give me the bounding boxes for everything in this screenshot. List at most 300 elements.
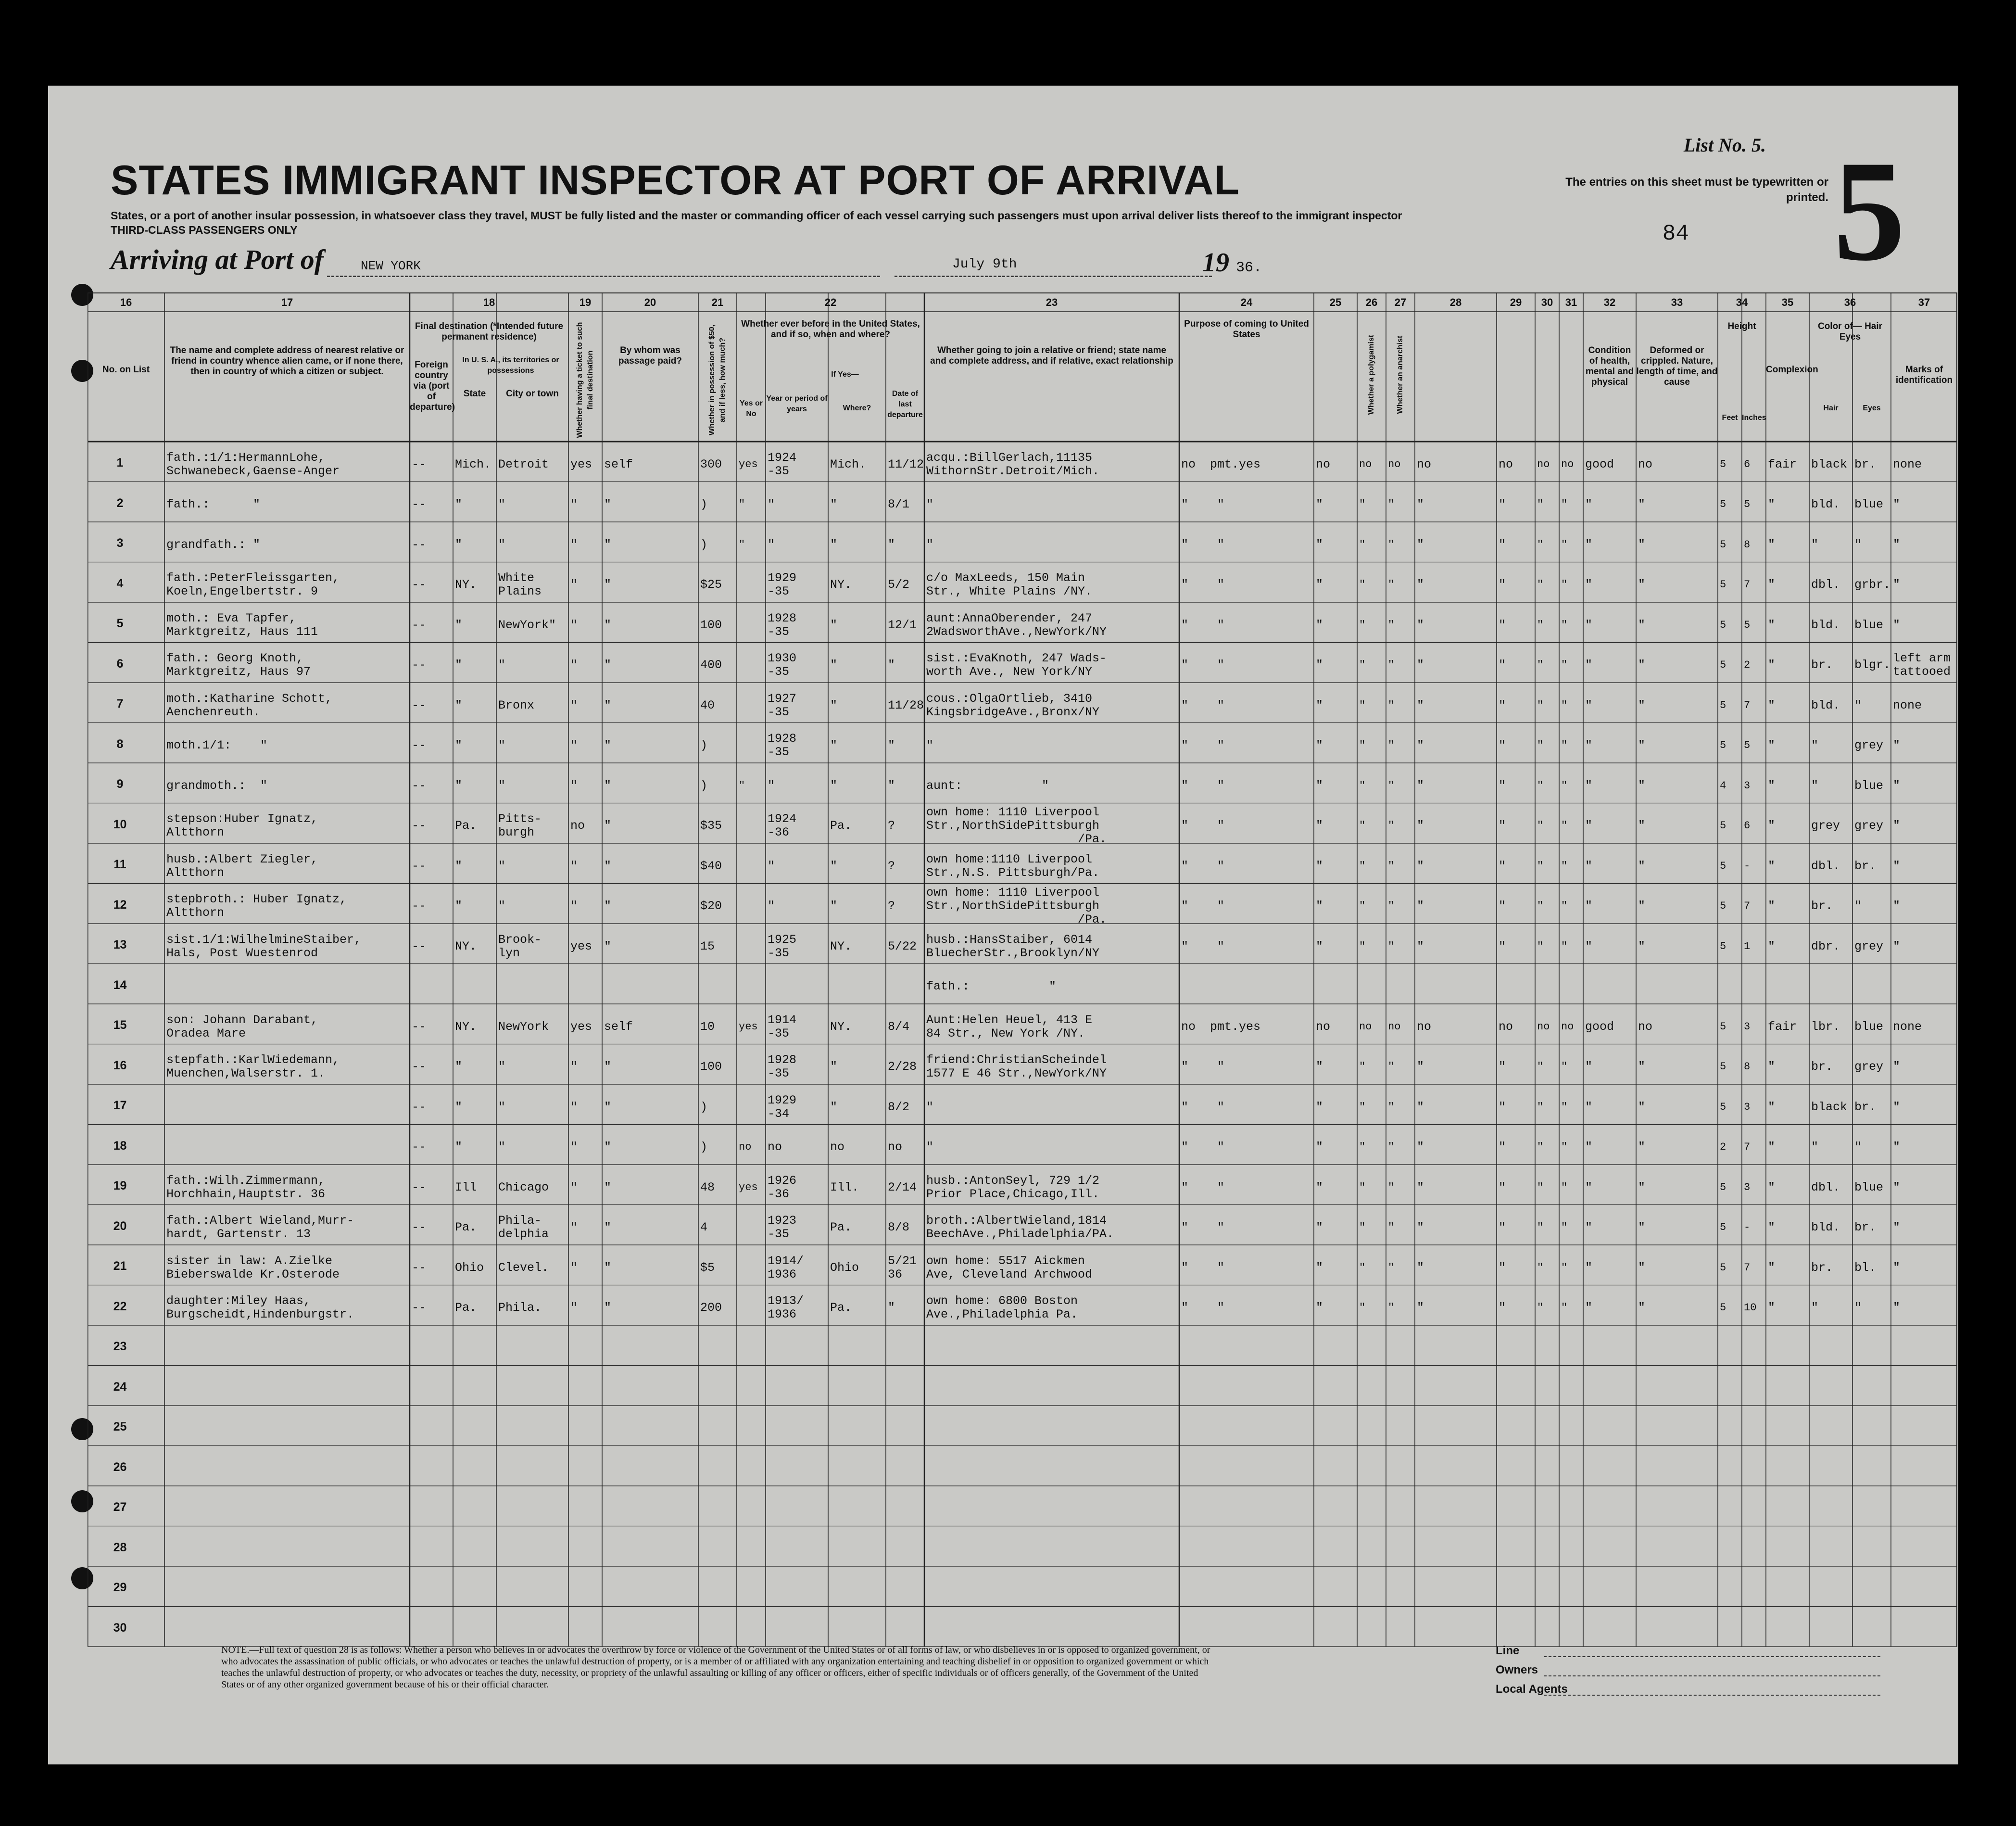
column-number: 23 <box>1046 296 1058 308</box>
row-number: 3 <box>116 536 124 550</box>
cell-via: -- <box>412 1220 427 1235</box>
cell-where: Ill. <box>830 1180 859 1194</box>
cell-ft: 5 <box>1720 1101 1726 1113</box>
cell-marks: none <box>1893 698 1922 712</box>
cell-city: Phila. <box>498 1301 542 1315</box>
cell-ft: 5 <box>1720 1020 1726 1033</box>
cell-ft: 4 <box>1720 779 1726 792</box>
cell-ft: 5 <box>1720 1061 1726 1073</box>
cell-hair: " <box>1811 778 1819 793</box>
cell-city: Clevel. <box>498 1260 549 1275</box>
cell-hair: black <box>1811 1100 1848 1114</box>
cell-state: " <box>455 1140 463 1154</box>
cell-c24: " " <box>1181 578 1225 592</box>
column-header: Deformed or crippled. Nature, length of time, and cause <box>1636 345 1718 387</box>
cell-c24: no pmt.yes <box>1181 457 1261 471</box>
column-number: 26 <box>1365 296 1378 308</box>
cell-eyes: bl. <box>1854 1260 1877 1275</box>
subtitle-text: States, or a port of another insular possession, in whatsoever class they travel, MUST be fully listed and the master or commanding officer of each vessel carrying such passengers must upon arrival deliver lists thereof to the immigrant inspector <box>111 209 1402 222</box>
cell-hair: " <box>1811 1140 1819 1154</box>
cell-c23: friend:ChristianScheindel 1577 E 46 Str.,NewYork/NY <box>926 1053 1107 1081</box>
cell-c23: c/o MaxLeeds, 150 Main Str., White Plains /NY. <box>926 571 1093 599</box>
cell-before: " <box>739 498 745 511</box>
cell-c26: " <box>1359 1221 1366 1234</box>
cell-health: " <box>1585 899 1593 913</box>
cell-eyes: " <box>1854 899 1862 913</box>
cell-eyes: grey <box>1854 738 1884 753</box>
cell-ft: 2 <box>1720 1141 1726 1154</box>
cell-ticket: " <box>570 1260 578 1275</box>
cell-c17: fath.:Albert Wieland,Murr- hardt, Gartenstr. 13 <box>166 1214 354 1242</box>
cell-in: 1 <box>1744 940 1751 952</box>
cell-where: Pa. <box>830 819 852 833</box>
cell-c24: " " <box>1181 537 1225 552</box>
cell-city: Detroit <box>498 457 549 471</box>
cell-ft: 5 <box>1720 579 1726 591</box>
row-number: 27 <box>113 1500 127 1514</box>
cell-via: -- <box>412 578 427 592</box>
column-number: 34 <box>1736 296 1748 308</box>
cell-paid: " <box>604 899 612 913</box>
row-number: 9 <box>116 777 124 791</box>
cell-paid: " <box>604 698 612 712</box>
cell-hair: dbl. <box>1811 1180 1840 1194</box>
cell-c26: " <box>1359 860 1366 872</box>
cell-c26: " <box>1359 779 1366 792</box>
cell-deformed: no <box>1638 1019 1653 1034</box>
cell-paid: " <box>604 1180 612 1194</box>
row-number: 13 <box>113 938 127 951</box>
cell-c26: " <box>1359 619 1366 631</box>
cell-paid: " <box>604 778 612 793</box>
cell-c30: no <box>1537 1020 1550 1033</box>
cell-state: " <box>455 859 463 873</box>
cell-health: " <box>1585 1220 1593 1235</box>
cell-via: -- <box>412 819 427 833</box>
cell-where: " <box>830 618 838 632</box>
cell-c26: " <box>1359 900 1366 913</box>
cell-years: 1914/ 1936 <box>768 1254 804 1281</box>
cell-deformed: " <box>1638 778 1646 793</box>
cell-c31: " <box>1561 860 1568 872</box>
cell-city: Phila- delphia <box>498 1214 549 1242</box>
column-number: 24 <box>1240 296 1253 308</box>
cell-comp: " <box>1768 698 1776 712</box>
cell-deformed: " <box>1638 658 1646 672</box>
footer-line-label: Line <box>1496 1644 1520 1657</box>
year-prefix: 19 <box>1202 248 1229 278</box>
cell-c23: own home: 1110 Liverpool Str.,NorthSidePittsburgh /Pa. <box>926 886 1107 927</box>
cell-c17: stepson:Huber Ignatz, Altthorn <box>166 812 318 840</box>
cell-c26: " <box>1359 699 1366 711</box>
cell-money: ) <box>700 497 708 512</box>
cell-via: -- <box>412 497 427 512</box>
cell-in: 7 <box>1744 900 1751 913</box>
cell-city: " <box>498 738 506 753</box>
row-number: 24 <box>113 1380 127 1394</box>
cell-c24: " " <box>1181 1220 1225 1235</box>
cell-money: 10 <box>700 1019 715 1034</box>
cell-c23: " <box>926 1100 934 1114</box>
cell-hair: lbr. <box>1811 1019 1840 1034</box>
cell-last: " <box>888 537 895 552</box>
cell-hair: bld. <box>1811 497 1840 512</box>
cell-c23: fath.: " <box>926 979 1057 994</box>
cell-health: " <box>1585 658 1593 672</box>
cell-c28: " <box>1417 778 1424 793</box>
cell-c31: " <box>1561 538 1568 551</box>
cell-comp: " <box>1768 819 1776 833</box>
row-number: 8 <box>116 737 124 751</box>
cell-city: " <box>498 859 506 873</box>
cell-c25: " <box>1316 859 1323 873</box>
cell-c17: fath.:PeterFleissgarten, Koeln,Engelbertstr. 9 <box>166 571 340 599</box>
column-number: 22 <box>824 296 837 308</box>
column-header-vertical: Whether having a ticket to such final destination <box>576 322 594 438</box>
column-number: 19 <box>579 296 592 308</box>
cell-paid: " <box>604 1301 612 1315</box>
cell-c23: " <box>926 1140 934 1154</box>
manifest-sheet <box>48 86 1958 1764</box>
cell-last: 8/4 <box>888 1019 910 1034</box>
cell-c26: no <box>1359 458 1372 470</box>
cell-ticket: " <box>570 738 578 753</box>
cell-health: " <box>1585 1140 1593 1154</box>
cell-deformed: " <box>1638 618 1646 632</box>
cell-c17: grandfath.: " <box>166 537 261 552</box>
cell-eyes: grey <box>1854 1060 1884 1074</box>
cell-c17: fath.:1/1:HermannLohe, Schwanebeck,Gaense-Anger <box>166 450 340 478</box>
column-number: 36 <box>1844 296 1856 308</box>
row-number: 11 <box>113 858 126 871</box>
cell-c26: " <box>1359 1302 1366 1314</box>
cell-c27: " <box>1388 739 1395 752</box>
cell-years: 1926 -36 <box>768 1173 797 1201</box>
column-subheader: Hair <box>1823 404 1839 412</box>
cell-c29: " <box>1499 618 1506 632</box>
cell-ft: 5 <box>1720 1181 1726 1193</box>
cell-years: 1925 -35 <box>768 932 797 960</box>
column-number: 35 <box>1781 296 1794 308</box>
column-number: 37 <box>1918 296 1930 308</box>
cell-marks: " <box>1893 537 1901 552</box>
row-number: 25 <box>113 1420 127 1433</box>
cell-c17: grandmoth.: " <box>166 778 268 793</box>
subtitle <box>111 208 1601 237</box>
cell-c31: " <box>1561 940 1568 952</box>
cell-in: - <box>1744 860 1751 872</box>
cell-c17: sist.1/1:WilhelmineStaiber, Hals, Post Wuestenrod <box>166 932 362 960</box>
cell-c26: " <box>1359 1101 1366 1113</box>
column-number: 18 <box>483 296 495 308</box>
cell-c29: " <box>1499 698 1506 712</box>
cell-last: 8/1 <box>888 497 910 512</box>
cell-c28: " <box>1417 859 1424 873</box>
cell-c25: " <box>1316 537 1323 552</box>
cell-c26: " <box>1359 1261 1366 1274</box>
cell-city: " <box>498 778 506 793</box>
row-number: 16 <box>113 1058 127 1072</box>
column-header: Condition of health, mental and physical <box>1585 345 1634 387</box>
cell-money: $35 <box>700 819 722 833</box>
cell-c30: " <box>1537 900 1544 913</box>
cell-ticket: " <box>570 859 578 873</box>
cell-ft: 5 <box>1720 1221 1726 1234</box>
cell-c30: " <box>1537 1221 1544 1234</box>
cell-state: Mich. <box>455 457 491 471</box>
cell-marks: " <box>1893 578 1901 592</box>
cell-c24: " " <box>1181 939 1225 953</box>
cell-marks: none <box>1893 457 1922 471</box>
row-number: 10 <box>113 817 127 831</box>
cell-money: ) <box>700 1100 708 1114</box>
cell-comp: fair <box>1768 1019 1797 1034</box>
cell-state: " <box>455 778 463 793</box>
cell-c27: " <box>1388 940 1395 952</box>
cell-last: no <box>888 1140 903 1154</box>
cell-c26: " <box>1359 1181 1366 1193</box>
cell-c31: " <box>1561 1261 1568 1274</box>
cell-where: " <box>830 778 838 793</box>
cell-deformed: " <box>1638 698 1646 712</box>
cell-ft: 5 <box>1720 699 1726 711</box>
cell-c31: " <box>1561 739 1568 752</box>
cell-hair: dbl. <box>1811 578 1840 592</box>
cell-c25: no <box>1316 457 1331 471</box>
cell-c28: " <box>1417 1220 1424 1235</box>
cell-c28: " <box>1417 618 1424 632</box>
cell-ticket: " <box>570 1301 578 1315</box>
cell-city: " <box>498 537 506 552</box>
cell-city: Bronx <box>498 698 535 712</box>
cell-where: " <box>830 738 838 753</box>
cell-marks: " <box>1893 497 1901 512</box>
cell-c23: sist.:EvaKnoth, 247 Wads- worth Ave., New York/NY <box>926 651 1107 679</box>
cell-c26: " <box>1359 1061 1366 1073</box>
column-header: Complexion <box>1766 365 1818 375</box>
cell-c31: " <box>1561 498 1568 511</box>
cell-city: " <box>498 899 506 913</box>
cell-c27: " <box>1388 779 1395 792</box>
cell-health: " <box>1585 819 1593 833</box>
cell-c31: no <box>1561 1020 1574 1033</box>
cell-years: no <box>768 1140 782 1154</box>
cell-money: ) <box>700 778 708 793</box>
cell-in: 6 <box>1744 820 1751 832</box>
cell-c26: " <box>1359 538 1366 551</box>
cell-c27: " <box>1388 659 1395 672</box>
cell-years: 1930 -35 <box>768 651 797 679</box>
cell-in: 8 <box>1744 538 1751 551</box>
cell-deformed: " <box>1638 1060 1646 1074</box>
cell-c25: " <box>1316 819 1323 833</box>
cell-years: 1913/ 1936 <box>768 1294 804 1322</box>
cell-in: 5 <box>1744 498 1751 511</box>
cell-c28: no <box>1417 457 1432 471</box>
cell-c29: no <box>1499 457 1513 471</box>
cell-c27: " <box>1388 1101 1395 1113</box>
row-number: 17 <box>113 1099 127 1112</box>
cell-c31: " <box>1561 1302 1568 1314</box>
cell-c27: " <box>1388 860 1395 872</box>
cell-where: Pa. <box>830 1220 852 1235</box>
cell-eyes: blue <box>1854 778 1884 793</box>
cell-c29: " <box>1499 537 1506 552</box>
cell-deformed: " <box>1638 578 1646 592</box>
cell-ticket: " <box>570 1140 578 1154</box>
column-number: 27 <box>1394 296 1407 308</box>
class-text: THIRD-CLASS PASSENGERS ONLY <box>111 224 298 236</box>
cell-city: White Plains <box>498 571 542 599</box>
cell-deformed: " <box>1638 1260 1646 1275</box>
cell-comp: " <box>1768 1180 1776 1194</box>
cell-c30: " <box>1537 1261 1544 1274</box>
cell-comp: " <box>1768 618 1776 632</box>
cell-marks: " <box>1893 1060 1901 1074</box>
cell-hair: " <box>1811 1301 1819 1315</box>
cell-last: " <box>888 658 895 672</box>
cell-comp: " <box>1768 738 1776 753</box>
cell-c25: " <box>1316 939 1323 953</box>
cell-in: - <box>1744 1221 1751 1234</box>
sheet-number: 5 <box>1833 131 1905 291</box>
arrival-year <box>1202 247 1262 278</box>
cell-ft: 5 <box>1720 860 1726 872</box>
cell-years: " <box>768 537 775 552</box>
cell-in: 3 <box>1744 1181 1751 1193</box>
cell-paid: " <box>604 859 612 873</box>
cell-eyes: blue <box>1854 618 1884 632</box>
cell-c29: " <box>1499 578 1506 592</box>
cell-money: 100 <box>700 1060 722 1074</box>
footnote: NOTE.—Full text of question 28 is as follows: Whether a person who believes in or advocates the overthrow by force or violence of the Government of the United States or of all forms of law, or who disbelieves in or is opposed to organized government, or who advocates the assassination of public officials, or who advocates or teaches the unlawful destruction of property, or is a member of or affiliated with any organization entertaining and teaching disbelief in or opposition to organized government or which teaches the unlawful destruction of property, or who advocates or teaches the duty, necessity, or propriety of the unlawful assaulting or killing of any officer or officers, either of specific individuals or of officers generally, of the Government of the United States or of any other organized government because of his or their official character. <box>221 1645 1210 1690</box>
cell-c17: fath.: " <box>166 497 261 512</box>
cell-eyes: grey <box>1854 819 1884 833</box>
column-number: 30 <box>1541 296 1553 308</box>
cell-c17: sister in law: A.Zielke Bieberswalde Kr.Osterode <box>166 1254 340 1281</box>
cell-c29: " <box>1499 1060 1506 1074</box>
cell-years: 1929 -34 <box>768 1093 797 1121</box>
cell-deformed: " <box>1638 738 1646 753</box>
row-number: 5 <box>116 617 124 630</box>
cell-health: " <box>1585 1260 1593 1275</box>
cell-c26: " <box>1359 659 1366 672</box>
cell-city: " <box>498 1060 506 1074</box>
cell-comp: " <box>1768 1100 1776 1114</box>
cell-ticket: " <box>570 578 578 592</box>
cell-state: " <box>455 698 463 712</box>
cell-c28: " <box>1417 939 1424 953</box>
cell-comp: " <box>1768 1260 1776 1275</box>
cell-health: good <box>1585 1019 1614 1034</box>
cell-c26: " <box>1359 498 1366 511</box>
cell-c28: " <box>1417 899 1424 913</box>
cell-c25: " <box>1316 778 1323 793</box>
cell-before: " <box>739 538 745 551</box>
cell-c25: " <box>1316 1260 1323 1275</box>
cell-c29: " <box>1499 1260 1506 1275</box>
cell-eyes: blue <box>1854 1180 1884 1194</box>
cell-c30: " <box>1537 779 1544 792</box>
cell-deformed: " <box>1638 1140 1646 1154</box>
cell-deformed: " <box>1638 1301 1646 1315</box>
cell-hair: br. <box>1811 658 1833 672</box>
column-number: 21 <box>711 296 724 308</box>
cell-via: -- <box>412 859 427 873</box>
cell-comp: " <box>1768 899 1776 913</box>
cell-comp: " <box>1768 537 1776 552</box>
cell-money: 200 <box>700 1301 722 1315</box>
cell-ticket: yes <box>570 1019 592 1034</box>
cell-comp: " <box>1768 1140 1776 1154</box>
cell-eyes: grbr. <box>1854 578 1891 592</box>
cell-c31: " <box>1561 1141 1568 1154</box>
cell-money: $25 <box>700 578 722 592</box>
cell-c29: " <box>1499 738 1506 753</box>
cell-c27: " <box>1388 1221 1395 1234</box>
cell-ft: 5 <box>1720 1302 1726 1314</box>
cell-eyes: " <box>1854 1140 1862 1154</box>
cell-ticket: " <box>570 537 578 552</box>
cell-c27: " <box>1388 538 1395 551</box>
cell-c28: " <box>1417 738 1424 753</box>
cell-health: " <box>1585 1180 1593 1194</box>
cell-comp: " <box>1768 1060 1776 1074</box>
cell-hair: bld. <box>1811 698 1840 712</box>
cell-c29: " <box>1499 939 1506 953</box>
entries-note: The entries on this sheet must be typewritten or printed. <box>1565 176 1828 204</box>
cell-last: " <box>888 778 895 793</box>
cell-via: -- <box>412 658 427 672</box>
cell-c29: " <box>1499 1220 1506 1235</box>
cell-paid: " <box>604 618 612 632</box>
row-number: 20 <box>113 1219 127 1233</box>
cell-c27: " <box>1388 900 1395 913</box>
cell-city: NewYork <box>498 1019 549 1034</box>
cell-last: 2/14 <box>888 1180 917 1194</box>
cell-paid: " <box>604 1140 612 1154</box>
cell-paid: " <box>604 1220 612 1235</box>
cell-via: -- <box>412 537 427 552</box>
cell-health: " <box>1585 497 1593 512</box>
cell-years: " <box>768 859 775 873</box>
cell-c17: fath.:Wilh.Zimmermann, Horchhain,Hauptstr. 36 <box>166 1173 326 1201</box>
column-header: Final destination (*Intended future permanent residence) <box>415 321 564 342</box>
cell-c30: " <box>1537 538 1544 551</box>
cell-last: 5/2 <box>888 578 910 592</box>
cell-comp: " <box>1768 658 1776 672</box>
cell-where: " <box>830 1100 838 1114</box>
cell-years: " <box>768 497 775 512</box>
cell-c24: " " <box>1181 618 1225 632</box>
cell-in: 3 <box>1744 1020 1751 1033</box>
cell-state: " <box>455 658 463 672</box>
cell-hair: dbr. <box>1811 939 1840 953</box>
cell-money: 300 <box>700 457 722 471</box>
cell-in: 3 <box>1744 779 1751 792</box>
page-number: 84 <box>1662 221 1689 246</box>
cell-ft: 5 <box>1720 1261 1726 1274</box>
year-suffix: 36. <box>1236 260 1262 276</box>
row-number: 7 <box>116 697 124 710</box>
cell-money: 100 <box>700 618 722 632</box>
cell-years: " <box>768 778 775 793</box>
column-header: State <box>463 389 486 399</box>
cell-ft: 5 <box>1720 820 1726 832</box>
cell-in: 7 <box>1744 1141 1751 1154</box>
page-title: STATES IMMIGRANT INSPECTOR AT PORT OF ARRIVAL <box>111 157 1240 203</box>
cell-comp: " <box>1768 778 1776 793</box>
